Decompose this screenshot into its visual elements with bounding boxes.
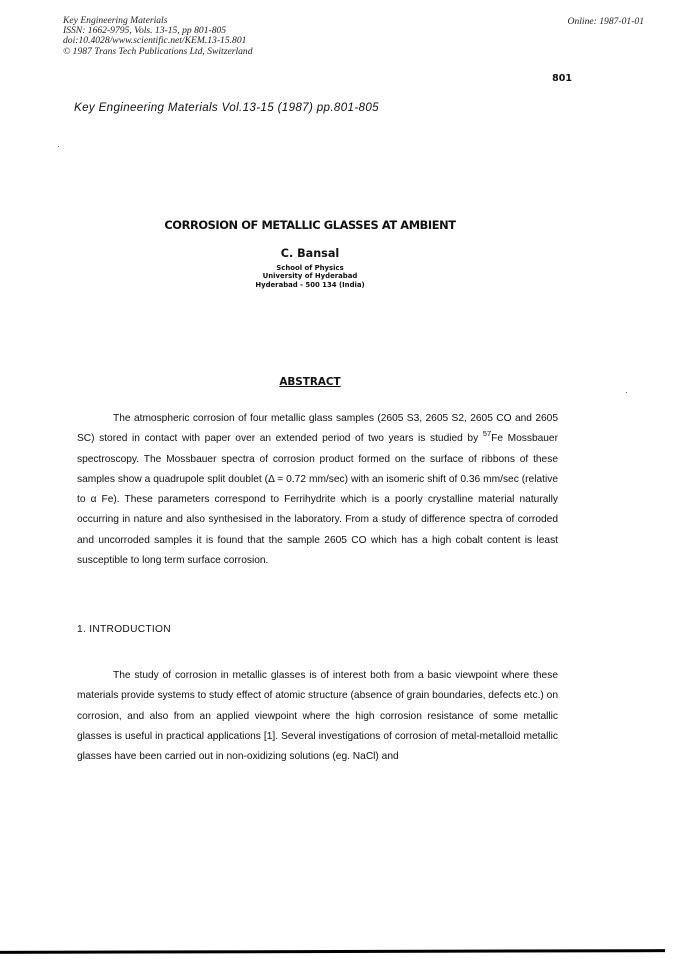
section-heading-introduction: 1. INTRODUCTION — [77, 624, 171, 635]
isotope-superscript: 57 — [482, 429, 492, 439]
introduction-text: The study of corrosion in metallic glasses is of interest both from a basic viewpoint where these materials provide systems to study effect of atomic structure (absence of grain boundaries, defects etc.) on corrosion, and also from an applied viewpoint where the high corrosion resistance of some metallic glasses is useful in practical applications [1]. Several investigations of corrosion of metal-metalloid metallic glasses have been carried out in non-oxidizing solutions (eg. NaCl) and — [77, 670, 558, 763]
online-date: Online: 1987-01-01 — [567, 16, 644, 27]
scan-speck — [626, 392, 627, 393]
publication-metadata — [63, 16, 253, 57]
abstract-text-part2: Fe Mossbauer spectroscopy. The Mossbauer spectra of corrosion product formed on the surface of ribbons of these samples show a quadrupole split doublet (Δ = 0.72 mm/sec) with an isomeric shift of 0.36 mm/sec (relative to α Fe). These parameters correspond to Ferrihydrite which is a poorly crystalline material naturally occurring in nature and also synthesised in the laboratory. From a study of difference spectra of corroded and uncorroded samples it is found that the sample 2605 CO which has a high cobalt content is least susceptible to long term surface corrosion. — [77, 433, 558, 567]
meta-journal: Key Engineering Materials — [63, 15, 168, 26]
introduction-body — [77, 666, 558, 767]
author-name: C. Bansal — [280, 247, 340, 260]
paper-title: CORROSION OF METALLIC GLASSES AT AMBIENT — [164, 218, 456, 232]
meta-doi-link[interactable]: doi:10.4028/www.scientific.net/KEM.13-15.801 — [63, 35, 247, 47]
affiliation-department: School of Physics — [276, 264, 344, 272]
abstract-heading: ABSTRACT — [279, 376, 341, 388]
page-number: 801 — [552, 73, 572, 84]
running-title: Key Engineering Materials Vol.13-15 (1987) pp.801-805 — [74, 101, 379, 114]
abstract-text-part1: The atmospheric corrosion of four metallic glass samples (2605 S3, 2605 S2, 2605 CO and 2605 SC) stored in contact with paper over an extended period of two years is studied by — [77, 413, 558, 445]
meta-issn: ISSN: 1662-9795, Vols. 13-15, pp 801-805 — [63, 25, 227, 37]
affiliation-address: Hyderabad - 500 134 (India) — [255, 281, 365, 289]
scan-speck — [58, 146, 59, 147]
affiliation-university: University of Hyderabad — [262, 272, 358, 280]
abstract-body — [77, 409, 558, 571]
meta-copyright: © 1987 Trans Tech Publications Ltd, Switzerland — [63, 45, 253, 57]
page-bottom-rule — [0, 949, 665, 954]
